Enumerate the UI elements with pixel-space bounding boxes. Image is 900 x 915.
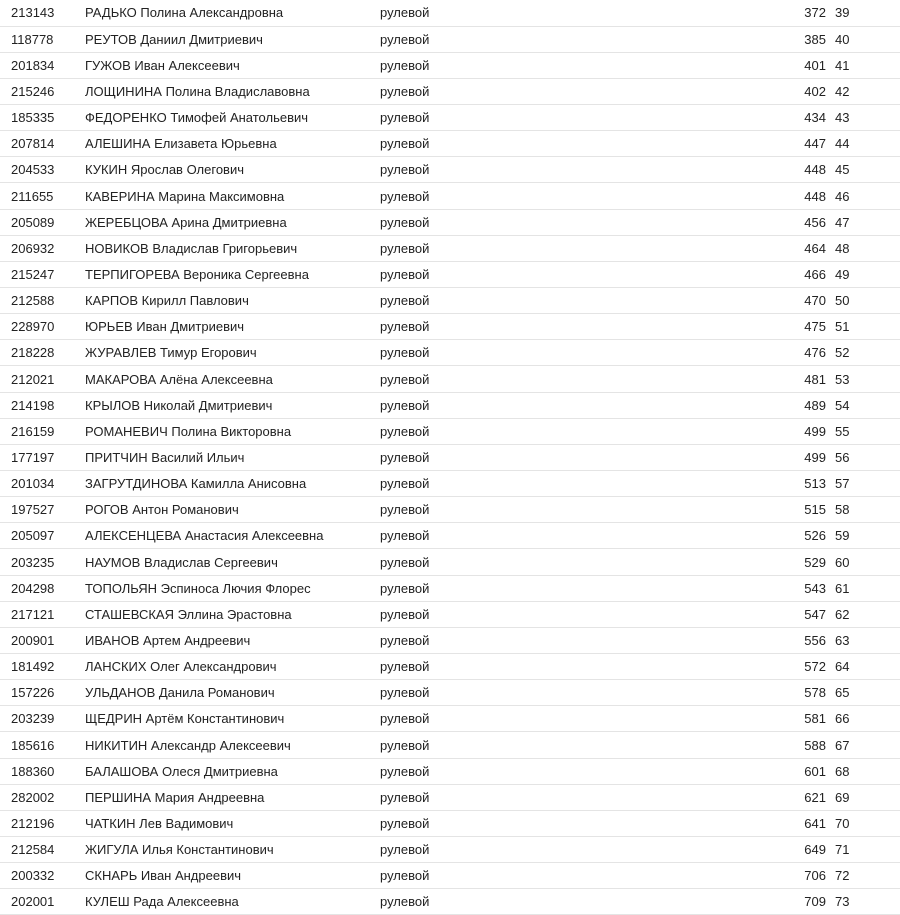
table-row bbox=[0, 654, 900, 680]
cell-participant-name: УЛЬДАНОВ Данила Романович bbox=[85, 680, 380, 706]
cell-rank: 63 bbox=[826, 627, 900, 653]
cell-rank: 48 bbox=[826, 235, 900, 261]
table-row bbox=[0, 784, 900, 810]
cell-participant-name: ЛАНСКИХ Олег Александрович bbox=[85, 654, 380, 680]
cell-participant-id: 207814 bbox=[0, 131, 85, 157]
cell-participant-name: РЕУТОВ Даниил Дмитриевич bbox=[85, 26, 380, 52]
cell-rank: 49 bbox=[826, 261, 900, 287]
cell-role: рулевой bbox=[380, 732, 786, 758]
cell-role: рулевой bbox=[380, 889, 786, 915]
cell-role: рулевой bbox=[380, 314, 786, 340]
cell-participant-id: 204298 bbox=[0, 575, 85, 601]
cell-score: 372 bbox=[786, 0, 826, 26]
cell-participant-name: РОМАНЕВИЧ Полина Викторовна bbox=[85, 418, 380, 444]
cell-participant-id: 203235 bbox=[0, 549, 85, 575]
cell-role: рулевой bbox=[380, 680, 786, 706]
cell-role: рулевой bbox=[380, 471, 786, 497]
cell-participant-id: 203239 bbox=[0, 706, 85, 732]
cell-role: рулевой bbox=[380, 784, 786, 810]
table-row bbox=[0, 471, 900, 497]
cell-score: 434 bbox=[786, 105, 826, 131]
cell-participant-name: РАДЬКО Полина Александровна bbox=[85, 0, 380, 26]
table-row bbox=[0, 314, 900, 340]
cell-participant-name: КРЫЛОВ Николай Дмитриевич bbox=[85, 392, 380, 418]
cell-rank: 51 bbox=[826, 314, 900, 340]
cell-rank: 53 bbox=[826, 366, 900, 392]
cell-role: рулевой bbox=[380, 26, 786, 52]
cell-rank: 56 bbox=[826, 444, 900, 470]
cell-role: рулевой bbox=[380, 497, 786, 523]
cell-score: 499 bbox=[786, 418, 826, 444]
cell-participant-id: 228970 bbox=[0, 314, 85, 340]
cell-rank: 61 bbox=[826, 575, 900, 601]
table-row bbox=[0, 157, 900, 183]
cell-role: рулевой bbox=[380, 654, 786, 680]
table-row bbox=[0, 105, 900, 131]
cell-role: рулевой bbox=[380, 340, 786, 366]
cell-score: 515 bbox=[786, 497, 826, 523]
cell-participant-id: 202001 bbox=[0, 889, 85, 915]
cell-rank: 39 bbox=[826, 0, 900, 26]
cell-participant-id: 206932 bbox=[0, 235, 85, 261]
cell-rank: 73 bbox=[826, 889, 900, 915]
cell-rank: 64 bbox=[826, 654, 900, 680]
cell-participant-name: АЛЕШИНА Елизавета Юрьевна bbox=[85, 131, 380, 157]
cell-participant-name: КАРПОВ Кирилл Павлович bbox=[85, 288, 380, 314]
cell-rank: 55 bbox=[826, 418, 900, 444]
cell-rank: 65 bbox=[826, 680, 900, 706]
cell-rank: 62 bbox=[826, 601, 900, 627]
cell-participant-name: ЗАГРУТДИНОВА Камилла Анисовна bbox=[85, 471, 380, 497]
cell-participant-name: НОВИКОВ Владислав Григорьевич bbox=[85, 235, 380, 261]
cell-role: рулевой bbox=[380, 601, 786, 627]
cell-participant-id: 214198 bbox=[0, 392, 85, 418]
table-row bbox=[0, 889, 900, 915]
table-row bbox=[0, 575, 900, 601]
cell-participant-name: ГУЖОВ Иван Алексеевич bbox=[85, 52, 380, 78]
table-row bbox=[0, 523, 900, 549]
cell-role: рулевой bbox=[380, 837, 786, 863]
cell-participant-id: 118778 bbox=[0, 26, 85, 52]
cell-role: рулевой bbox=[380, 261, 786, 287]
cell-participant-name: ТОПОЛЬЯН Эспиноса Лючия Флорес bbox=[85, 575, 380, 601]
cell-score: 529 bbox=[786, 549, 826, 575]
cell-participant-id: 212021 bbox=[0, 366, 85, 392]
cell-score: 513 bbox=[786, 471, 826, 497]
cell-score: 447 bbox=[786, 131, 826, 157]
cell-participant-name: ЛОЩИНИНА Полина Владиславовна bbox=[85, 78, 380, 104]
cell-participant-id: 217121 bbox=[0, 601, 85, 627]
cell-participant-name: КАВЕРИНА Марина Максимовна bbox=[85, 183, 380, 209]
cell-role: рулевой bbox=[380, 706, 786, 732]
cell-role: рулевой bbox=[380, 549, 786, 575]
cell-role: рулевой bbox=[380, 444, 786, 470]
cell-participant-name: РОГОВ Антон Романович bbox=[85, 497, 380, 523]
cell-participant-name: ТЕРПИГОРЕВА Вероника Сергеевна bbox=[85, 261, 380, 287]
table-row bbox=[0, 810, 900, 836]
cell-score: 489 bbox=[786, 392, 826, 418]
cell-participant-id: 212196 bbox=[0, 810, 85, 836]
table-row bbox=[0, 418, 900, 444]
cell-rank: 67 bbox=[826, 732, 900, 758]
cell-rank: 69 bbox=[826, 784, 900, 810]
table-row bbox=[0, 235, 900, 261]
table-row bbox=[0, 601, 900, 627]
cell-rank: 58 bbox=[826, 497, 900, 523]
table-row bbox=[0, 366, 900, 392]
cell-rank: 70 bbox=[826, 810, 900, 836]
cell-score: 475 bbox=[786, 314, 826, 340]
cell-rank: 47 bbox=[826, 209, 900, 235]
cell-score: 466 bbox=[786, 261, 826, 287]
cell-participant-id: 197527 bbox=[0, 497, 85, 523]
cell-rank: 72 bbox=[826, 863, 900, 889]
cell-score: 464 bbox=[786, 235, 826, 261]
table-row bbox=[0, 680, 900, 706]
cell-role: рулевой bbox=[380, 183, 786, 209]
cell-participant-id: 181492 bbox=[0, 654, 85, 680]
cell-participant-id: 215246 bbox=[0, 78, 85, 104]
cell-participant-id: 213143 bbox=[0, 0, 85, 26]
cell-role: рулевой bbox=[380, 157, 786, 183]
table-row bbox=[0, 863, 900, 889]
table-row bbox=[0, 732, 900, 758]
cell-participant-id: 216159 bbox=[0, 418, 85, 444]
cell-rank: 50 bbox=[826, 288, 900, 314]
table-row bbox=[0, 261, 900, 287]
cell-participant-name: СТАШЕВСКАЯ Эллина Эрастовна bbox=[85, 601, 380, 627]
cell-participant-name: ПРИТЧИН Василий Ильич bbox=[85, 444, 380, 470]
cell-rank: 54 bbox=[826, 392, 900, 418]
cell-score: 402 bbox=[786, 78, 826, 104]
cell-score: 547 bbox=[786, 601, 826, 627]
cell-participant-id: 188360 bbox=[0, 758, 85, 784]
cell-score: 543 bbox=[786, 575, 826, 601]
cell-role: рулевой bbox=[380, 810, 786, 836]
cell-score: 649 bbox=[786, 837, 826, 863]
cell-score: 385 bbox=[786, 26, 826, 52]
cell-score: 448 bbox=[786, 183, 826, 209]
table-row bbox=[0, 758, 900, 784]
cell-participant-id: 215247 bbox=[0, 261, 85, 287]
cell-participant-id: 205097 bbox=[0, 523, 85, 549]
cell-participant-name: ПЕРШИНА Мария Андреевна bbox=[85, 784, 380, 810]
cell-participant-id: 212584 bbox=[0, 837, 85, 863]
cell-participant-id: 212588 bbox=[0, 288, 85, 314]
cell-score: 709 bbox=[786, 889, 826, 915]
cell-participant-name: ЖУРАВЛЕВ Тимур Егорович bbox=[85, 340, 380, 366]
cell-participant-id: 177197 bbox=[0, 444, 85, 470]
cell-rank: 66 bbox=[826, 706, 900, 732]
cell-score: 601 bbox=[786, 758, 826, 784]
cell-score: 481 bbox=[786, 366, 826, 392]
cell-role: рулевой bbox=[380, 78, 786, 104]
cell-rank: 40 bbox=[826, 26, 900, 52]
cell-score: 556 bbox=[786, 627, 826, 653]
cell-role: рулевой bbox=[380, 366, 786, 392]
cell-role: рулевой bbox=[380, 418, 786, 444]
cell-role: рулевой bbox=[380, 131, 786, 157]
cell-participant-id: 185616 bbox=[0, 732, 85, 758]
cell-participant-id: 218228 bbox=[0, 340, 85, 366]
cell-participant-id: 204533 bbox=[0, 157, 85, 183]
cell-role: рулевой bbox=[380, 863, 786, 889]
cell-participant-name: БАЛАШОВА Олеся Дмитриевна bbox=[85, 758, 380, 784]
table-row bbox=[0, 837, 900, 863]
cell-rank: 42 bbox=[826, 78, 900, 104]
cell-score: 499 bbox=[786, 444, 826, 470]
cell-rank: 68 bbox=[826, 758, 900, 784]
table-row bbox=[0, 183, 900, 209]
cell-score: 572 bbox=[786, 654, 826, 680]
cell-participant-name: ЮРЬЕВ Иван Дмитриевич bbox=[85, 314, 380, 340]
cell-rank: 59 bbox=[826, 523, 900, 549]
cell-participant-id: 157226 bbox=[0, 680, 85, 706]
cell-participant-id: 205089 bbox=[0, 209, 85, 235]
cell-participant-name: КУКИН Ярослав Олегович bbox=[85, 157, 380, 183]
cell-score: 448 bbox=[786, 157, 826, 183]
cell-participant-id: 282002 bbox=[0, 784, 85, 810]
cell-score: 401 bbox=[786, 52, 826, 78]
table-row bbox=[0, 288, 900, 314]
cell-rank: 71 bbox=[826, 837, 900, 863]
cell-role: рулевой bbox=[380, 288, 786, 314]
table-row bbox=[0, 444, 900, 470]
cell-role: рулевой bbox=[380, 105, 786, 131]
cell-role: рулевой bbox=[380, 523, 786, 549]
cell-participant-id: 200901 bbox=[0, 627, 85, 653]
table-row bbox=[0, 131, 900, 157]
table-row bbox=[0, 52, 900, 78]
cell-role: рулевой bbox=[380, 235, 786, 261]
cell-rank: 57 bbox=[826, 471, 900, 497]
cell-score: 581 bbox=[786, 706, 826, 732]
cell-score: 476 bbox=[786, 340, 826, 366]
cell-participant-name: ЧАТКИН Лев Вадимович bbox=[85, 810, 380, 836]
cell-role: рулевой bbox=[380, 0, 786, 26]
table-row bbox=[0, 497, 900, 523]
cell-score: 641 bbox=[786, 810, 826, 836]
cell-role: рулевой bbox=[380, 52, 786, 78]
cell-score: 621 bbox=[786, 784, 826, 810]
cell-role: рулевой bbox=[380, 758, 786, 784]
cell-role: рулевой bbox=[380, 575, 786, 601]
table-row bbox=[0, 26, 900, 52]
cell-score: 526 bbox=[786, 523, 826, 549]
cell-participant-id: 201034 bbox=[0, 471, 85, 497]
cell-participant-name: ФЕДОРЕНКО Тимофей Анатольевич bbox=[85, 105, 380, 131]
cell-participant-name: СКНАРЬ Иван Андреевич bbox=[85, 863, 380, 889]
cell-rank: 45 bbox=[826, 157, 900, 183]
cell-participant-name: НИКИТИН Александр Алексеевич bbox=[85, 732, 380, 758]
table-row bbox=[0, 392, 900, 418]
table-row bbox=[0, 549, 900, 575]
cell-role: рулевой bbox=[380, 392, 786, 418]
cell-score: 706 bbox=[786, 863, 826, 889]
table-row bbox=[0, 0, 900, 26]
cell-participant-name: ЩЕДРИН Артём Константинович bbox=[85, 706, 380, 732]
cell-rank: 41 bbox=[826, 52, 900, 78]
cell-score: 578 bbox=[786, 680, 826, 706]
cell-rank: 52 bbox=[826, 340, 900, 366]
cell-participant-name: МАКАРОВА Алёна Алексеевна bbox=[85, 366, 380, 392]
cell-participant-name: НАУМОВ Владислав Сергеевич bbox=[85, 549, 380, 575]
cell-rank: 43 bbox=[826, 105, 900, 131]
cell-participant-name: ЖИГУЛА Илья Константинович bbox=[85, 837, 380, 863]
cell-participant-name: ИВАНОВ Артем Андреевич bbox=[85, 627, 380, 653]
cell-rank: 60 bbox=[826, 549, 900, 575]
cell-participant-name: ЖЕРЕБЦОВА Арина Дмитриевна bbox=[85, 209, 380, 235]
table-row bbox=[0, 209, 900, 235]
cell-participant-name: КУЛЕШ Рада Алексеевна bbox=[85, 889, 380, 915]
cell-participant-name: АЛЕКСЕНЦЕВА Анастасия Алексеевна bbox=[85, 523, 380, 549]
cell-score: 588 bbox=[786, 732, 826, 758]
table-row bbox=[0, 627, 900, 653]
cell-rank: 44 bbox=[826, 131, 900, 157]
table-row bbox=[0, 706, 900, 732]
cell-participant-id: 185335 bbox=[0, 105, 85, 131]
cell-rank: 46 bbox=[826, 183, 900, 209]
cell-score: 456 bbox=[786, 209, 826, 235]
cell-participant-id: 201834 bbox=[0, 52, 85, 78]
cell-participant-id: 200332 bbox=[0, 863, 85, 889]
cell-role: рулевой bbox=[380, 209, 786, 235]
table-row bbox=[0, 78, 900, 104]
cell-participant-id: 211655 bbox=[0, 183, 85, 209]
cell-score: 470 bbox=[786, 288, 826, 314]
cell-role: рулевой bbox=[380, 627, 786, 653]
table-row bbox=[0, 340, 900, 366]
